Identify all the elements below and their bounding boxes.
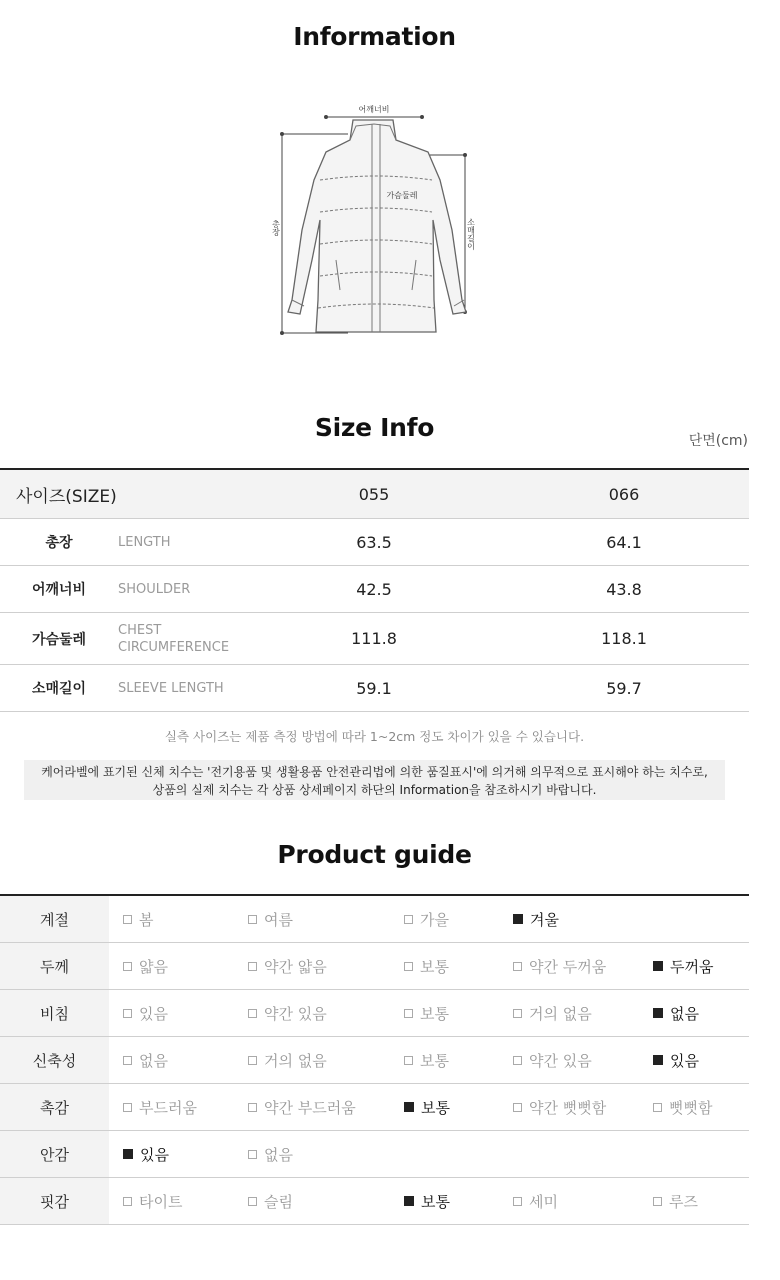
- guide-option: [404, 990, 449, 1036]
- row-label-en: LENGTH: [118, 534, 171, 550]
- guide-category: 핏감: [0, 1178, 109, 1224]
- guide-option: [653, 943, 713, 989]
- guide-option-label: 약간 두꺼움: [529, 957, 607, 976]
- guide-option: [123, 1178, 182, 1224]
- guide-option: [123, 896, 154, 942]
- guide-option-label: 보통: [420, 1051, 449, 1070]
- guide-option-label: 세미: [529, 1192, 558, 1211]
- guide-option: [404, 896, 449, 942]
- unchecked-box-icon: [248, 915, 257, 924]
- size-header-label: 사이즈(SIZE): [16, 486, 117, 507]
- row-label-ko: 가슴둘레: [31, 631, 87, 648]
- unchecked-box-icon: [513, 1056, 522, 1065]
- checked-box-icon: [513, 914, 523, 924]
- guide-option: [248, 1178, 293, 1224]
- table-row: [0, 566, 749, 613]
- guide-row: [0, 1084, 749, 1131]
- guide-option: [404, 1178, 450, 1224]
- unchecked-box-icon: [123, 1056, 132, 1065]
- row-value-066: 43.8: [606, 579, 642, 599]
- guide-option: [653, 1178, 698, 1224]
- guide-option-label: 보통: [421, 1192, 450, 1211]
- row-value-055: 42.5: [356, 579, 392, 599]
- diagram-label-length: 총장: [271, 220, 281, 236]
- table-row: [0, 665, 749, 712]
- checked-box-icon: [123, 1149, 133, 1159]
- guide-option: [123, 1084, 197, 1130]
- guide-option-label: 있음: [140, 1145, 169, 1164]
- guide-row: [0, 1131, 749, 1178]
- guide-option: [123, 990, 168, 1036]
- unchecked-box-icon: [248, 1197, 257, 1206]
- guide-option-label: 보통: [421, 1098, 450, 1117]
- guide-option: [513, 1178, 558, 1224]
- checked-box-icon: [404, 1102, 414, 1112]
- unit-label: 단면(cm): [688, 433, 748, 449]
- guide-category: 두께: [0, 943, 109, 989]
- guide-option: [248, 943, 327, 989]
- table-row: [0, 519, 749, 566]
- guide-category: 비침: [0, 990, 109, 1036]
- unchecked-box-icon: [123, 915, 132, 924]
- product-guide-table: [0, 894, 749, 1225]
- guide-option-label: 보통: [420, 1004, 449, 1023]
- table-row: [0, 613, 749, 665]
- measurement-note: 실측 사이즈는 제품 측정 방법에 따라 1~2cm 정도 차이가 있을 수 있습니다.: [164, 729, 585, 744]
- guide-option-label: 봄: [139, 910, 154, 929]
- row-value-055: 59.1: [356, 678, 392, 698]
- unchecked-box-icon: [248, 1009, 257, 1018]
- unchecked-box-icon: [248, 1103, 257, 1112]
- guide-option-label: 여름: [264, 910, 293, 929]
- guide-option-label: 부드러움: [139, 1098, 197, 1117]
- unchecked-box-icon: [404, 915, 413, 924]
- unchecked-box-icon: [248, 962, 257, 971]
- guide-option: [123, 1131, 169, 1177]
- guide-option: [248, 1037, 327, 1083]
- unchecked-box-icon: [123, 1103, 132, 1112]
- guide-option-label: 얇음: [139, 957, 168, 976]
- guide-option-label: 타이트: [139, 1192, 183, 1211]
- guide-option: [123, 943, 168, 989]
- guide-row: [0, 1178, 749, 1225]
- guide-option: [404, 1084, 450, 1130]
- unchecked-box-icon: [404, 1056, 413, 1065]
- guide-option-label: 약간 뻣뻣함: [529, 1098, 607, 1117]
- guide-category: 촉감: [0, 1084, 109, 1130]
- guide-row: [0, 896, 749, 943]
- diagram-label-chest: 가슴둘레: [386, 191, 418, 200]
- guide-option: [248, 990, 327, 1036]
- product-guide-title: Product guide: [277, 840, 472, 869]
- guide-category: 안감: [0, 1131, 109, 1177]
- guide-row: [0, 1037, 749, 1084]
- row-value-055: 111.8: [351, 629, 397, 648]
- diagram-label-sleeve: 소매길이: [466, 218, 476, 250]
- guide-row: [0, 943, 749, 990]
- guide-option: [653, 990, 699, 1036]
- row-label-ko: 총장: [45, 535, 73, 551]
- care-label-note: [24, 760, 725, 800]
- guide-option-label: 슬림: [264, 1192, 293, 1211]
- unchecked-box-icon: [404, 1009, 413, 1018]
- guide-option-label: 있음: [670, 1051, 699, 1070]
- unchecked-box-icon: [248, 1056, 257, 1065]
- unchecked-box-icon: [513, 1009, 522, 1018]
- guide-option-label: 뻣뻣함: [669, 1098, 713, 1117]
- guide-option-label: 거의 없음: [529, 1004, 592, 1023]
- guide-option-label: 없음: [139, 1051, 168, 1070]
- size-header-066: 066: [608, 484, 640, 504]
- guide-option-label: 약간 있음: [529, 1051, 592, 1070]
- size-header-055: 055: [358, 484, 390, 504]
- guide-option: [404, 1037, 449, 1083]
- unchecked-box-icon: [123, 962, 132, 971]
- unchecked-box-icon: [123, 1197, 132, 1206]
- guide-option-label: 없음: [264, 1145, 293, 1164]
- row-value-066: 59.7: [606, 678, 642, 698]
- guide-option-label: 없음: [670, 1004, 699, 1023]
- guide-option: [653, 1037, 699, 1083]
- guide-option-label: 약간 있음: [264, 1004, 327, 1023]
- unchecked-box-icon: [513, 962, 522, 971]
- guide-option: [513, 896, 559, 942]
- checked-box-icon: [404, 1196, 414, 1206]
- guide-option-label: 가을: [420, 910, 449, 929]
- unchecked-box-icon: [513, 1103, 522, 1112]
- guide-option: [123, 1037, 168, 1083]
- care-label-note-line2: 상품의 실제 치수는 각 상품 상세페이지 하단의 Information을 참조하시기 바랍니다.: [152, 783, 597, 797]
- checked-box-icon: [653, 1008, 663, 1018]
- unchecked-box-icon: [404, 962, 413, 971]
- unchecked-box-icon: [653, 1197, 662, 1206]
- guide-option-label: 보통: [420, 957, 449, 976]
- guide-category: 신축성: [0, 1037, 109, 1083]
- row-label-ko: 소매길이: [31, 681, 87, 697]
- checked-box-icon: [653, 1055, 663, 1065]
- guide-option: [513, 1084, 606, 1130]
- guide-option: [513, 990, 592, 1036]
- size-info-title: Size Info: [314, 413, 435, 442]
- size-table-header: [0, 470, 749, 519]
- checked-box-icon: [653, 961, 663, 971]
- unchecked-box-icon: [248, 1150, 257, 1159]
- guide-option: [513, 943, 606, 989]
- row-value-066: 64.1: [606, 532, 642, 552]
- row-label-en: CHEST CIRCUMFERENCE: [118, 622, 230, 655]
- guide-option-label: 겨울: [530, 910, 559, 929]
- information-title: Information: [293, 22, 456, 51]
- guide-option-label: 루즈: [669, 1192, 698, 1211]
- guide-category: 계절: [0, 896, 109, 942]
- guide-option: [404, 943, 449, 989]
- unchecked-box-icon: [513, 1197, 522, 1206]
- row-label-en: SLEEVE LENGTH: [118, 680, 224, 696]
- guide-option-label: 약간 부드러움: [264, 1098, 356, 1117]
- row-value-055: 63.5: [356, 532, 392, 552]
- jacket-diagram: [268, 100, 488, 340]
- row-label-en: SHOULDER: [118, 581, 191, 597]
- unchecked-box-icon: [123, 1009, 132, 1018]
- guide-option-label: 약간 얇음: [264, 957, 327, 976]
- row-label-ko: 어깨너비: [31, 582, 87, 598]
- guide-option: [653, 1084, 712, 1130]
- guide-option: [248, 1084, 356, 1130]
- guide-option: [248, 1131, 293, 1177]
- guide-option-label: 거의 없음: [264, 1051, 327, 1070]
- guide-row: [0, 990, 749, 1037]
- guide-option: [248, 896, 293, 942]
- size-table: [0, 468, 749, 712]
- unchecked-box-icon: [653, 1103, 662, 1112]
- care-label-note-line1: 케어라벨에 표기된 신체 치수는 '전기용품 및 생활용품 안전관리법에 의한 품질표시'에 의거해 의무적으로 표시해야 하는 치수로,: [41, 765, 708, 779]
- guide-option: [513, 1037, 592, 1083]
- diagram-label-shoulder: 어깨너비: [358, 105, 390, 114]
- row-value-066: 118.1: [601, 629, 647, 648]
- guide-option-label: 두꺼움: [670, 957, 714, 976]
- guide-option-label: 있음: [139, 1004, 168, 1023]
